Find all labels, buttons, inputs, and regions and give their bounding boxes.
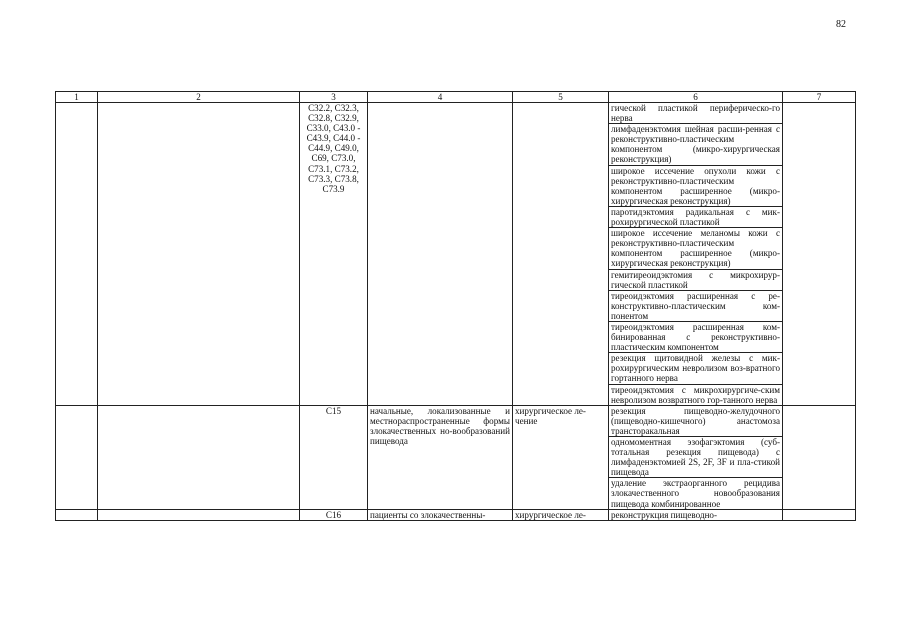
empty-cell (98, 103, 300, 406)
procedure-cell: резекция щитовидной железы с мик-рохирургическим невролизом воз-вратного гортанного нерва (609, 353, 783, 384)
procedure-cell: лимфаденэктомия шейная расши-ренная с реконструктивно-пластическим компонентом (микро-хирургическая реконструкция) (609, 124, 783, 165)
procedure-cell: широкое иссечение опухоли кожи с реконструктивно-пластическим компонентом расширенное (микро-хирургическая реконструкция) (609, 165, 783, 206)
empty-cell (783, 405, 856, 509)
empty-cell (98, 405, 300, 509)
empty-cell (783, 509, 856, 520)
empty-cell (783, 103, 856, 406)
column-number: 5 (513, 92, 609, 103)
empty-cell (98, 509, 300, 520)
condition-cell: начальные, локализованные и местнораспространенные формы злокачественных но-вообразований пищевода (368, 405, 513, 509)
empty-cell (56, 405, 98, 509)
icd-code-cell: C15 (300, 405, 368, 509)
table-row (56, 405, 856, 436)
treatment-cell: хирургическое ле- (513, 509, 609, 520)
column-number: 7 (783, 92, 856, 103)
column-number: 1 (56, 92, 98, 103)
empty-cell (368, 103, 513, 406)
condition-cell: пациенты со злокачественны- (368, 509, 513, 520)
empty-cell (56, 509, 98, 520)
column-number: 6 (609, 92, 783, 103)
procedures-table (55, 91, 856, 521)
procedure-cell: одномоментная эзофагэктомия (суб-тотальная резекция пищевода) с лимфаденэктомией 2S, 2F, 3F и пла-стикой пищевода (609, 437, 783, 478)
table-row (56, 103, 856, 124)
procedure-cell: тиреоидэктомия с микрохирургиче-ским невролизом возвратного гор-танного нерва (609, 384, 783, 405)
procedure-cell: гемитиреоидэктомия с микрохирур-гической пластикой (609, 269, 783, 290)
procedure-cell: реконструкция пищеводно- (609, 509, 783, 520)
empty-cell (56, 103, 98, 406)
icd-codes-cell: C32.2, C32.3, C32.8, C32.9, C33.0, C43.0 -C43.9, C44.0 - C44.9, C49.0, C69, C73.0, C73.1, C73.2, C73.3, C73.8, C73.9 (300, 103, 368, 406)
icd-code-cell: C16 (300, 509, 368, 520)
procedure-cell: широкое иссечение меланомы кожи с реконструктивно-пластическим компонентом расширенное (микро-хирургическая реконструкция) (609, 228, 783, 269)
column-number: 4 (368, 92, 513, 103)
table-row (56, 509, 856, 520)
treatment-cell: хирургическое ле-чение (513, 405, 609, 509)
procedure-cell: гической пластикой периферическо-го нерва (609, 103, 783, 124)
page-number: 82 (836, 19, 846, 30)
procedure-cell: тиреоидэктомия расширенная ком-бинированная с реконструктивно-пластическим компонентом (609, 321, 783, 352)
procedure-cell: тиреоидэктомия расширенная с ре-конструктивно-пластическим ком-понентом (609, 290, 783, 321)
column-number: 3 (300, 92, 368, 103)
column-number: 2 (98, 92, 300, 103)
procedure-cell: паротидэктомия радикальная с мик-рохирургической пластикой (609, 206, 783, 227)
column-numbers-row (56, 92, 856, 103)
procedure-cell: удаление экстраорганного рецидива злокачественного новообразования пищевода комбинированное (609, 478, 783, 509)
empty-cell (513, 103, 609, 406)
procedure-cell: резекция пищеводно-желудочного (пищеводно-кишечного) анастомоза трансторакальная (609, 405, 783, 436)
